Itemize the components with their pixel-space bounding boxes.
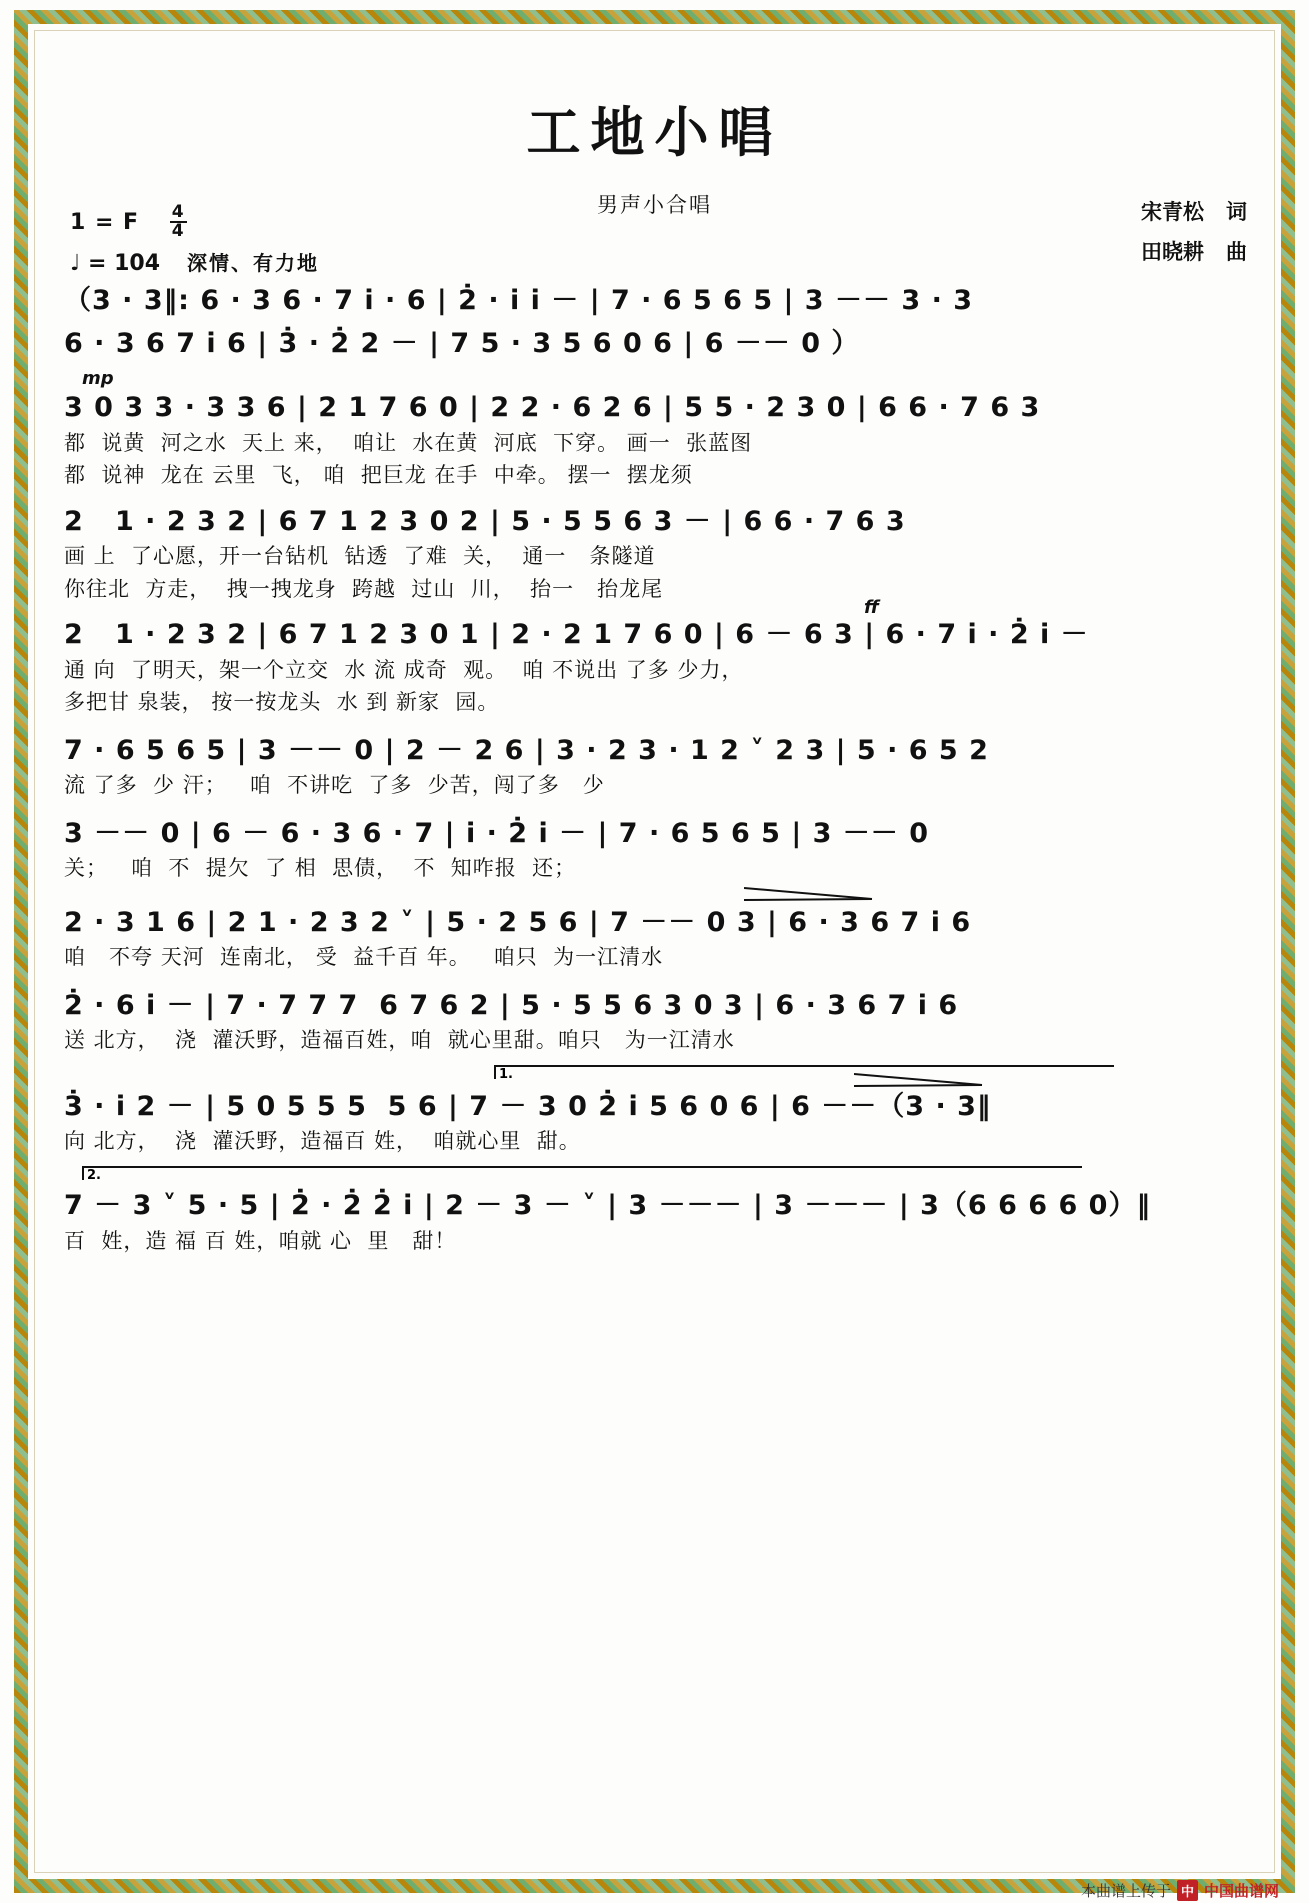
lyrics-verse-1: 流 了多 少 汗； 咱 不讲吃 了多 少苦，闯了多 少	[64, 773, 605, 798]
site-logo-icon: 中	[1177, 1880, 1198, 1901]
tempo-value: ♩ = 104	[70, 251, 161, 276]
dynamic-mp: mp	[82, 368, 114, 389]
page-title: 工地小唱	[526, 101, 783, 164]
lyrics-verse-1: 百 姓，造 福 百 姓，咱就 心 里 甜！	[64, 1228, 457, 1253]
tempo-marking	[70, 247, 319, 276]
score-line	[64, 502, 1245, 606]
score-line	[64, 281, 1245, 322]
music-staff	[46, 281, 1263, 1257]
key-signature	[70, 202, 187, 241]
composer-line	[1141, 233, 1247, 273]
footer-text: 本曲谱上传于	[1080, 1882, 1171, 1900]
composer-role: 曲	[1226, 239, 1247, 264]
score-metadata	[46, 185, 1263, 277]
lyrics-verse-1: 画 上 了心愿，开一台钻机 钻透 了难 关， 通一 条隧道	[64, 544, 656, 569]
notation-row: 3 0 3 3 · 3 3 6 | 2 1 7 6 0 | 2 2 · 6 2 6 | 5 5 · 2 3 0 | 6 6 · 7 6 3	[64, 392, 1041, 423]
notation-row: 3 －－ 0 | 6 － 6 · 3 6 · 7 | i · 2̇ i － | 7 · 6 5 6 5 | 3 －－ 0	[64, 817, 929, 849]
score-line	[64, 597, 1245, 719]
diminuendo-hairpin	[744, 887, 874, 901]
lyrics-verse-1: 都 说黄 河之水 天上 来， 咱让 水在黄 河底 下穿。 画一 张蓝图	[64, 430, 753, 455]
notation-row: （3 · 3‖: 6 · 3 6 · 7 i · 6 | 2̇ · i i － | 7 · 6 5 6 5 | 3 －－ 3 · 3	[64, 285, 974, 316]
lyrics-verse-1: 关； 咱 不 提欠 了 相 思债， 不 知咋报 还；	[64, 856, 577, 881]
notation-row: 2 1 · 2 3 2 | 6 7 1 2 3 0 1 | 2 · 2 1 7 6 0 | 6 － 6 3 | 6 · 7 i · 2̇ i －	[64, 619, 1089, 651]
second-ending-bracket: 2.	[82, 1166, 1082, 1180]
lyricist-name: 宋青松	[1141, 200, 1204, 224]
credits	[1141, 193, 1247, 273]
score-line	[64, 986, 1245, 1057]
subtitle: 男声小合唱	[597, 193, 712, 217]
score-line	[64, 731, 1245, 802]
diminuendo-hairpin-2	[854, 1073, 984, 1087]
lyrics-verse-2: 你往北 方走， 拽一拽龙身 跨越 过山 川， 抬一 抬龙尾	[64, 576, 664, 601]
lyrics-verse-1: 送 北方， 浇 灌沃野，造福百姓，咱 就心里甜。咱只 为一江清水	[64, 1028, 735, 1053]
score-line	[64, 324, 1245, 365]
notation-row: 2 1 · 2 3 2 | 6 7 1 2 3 0 2 | 5 · 5 5 6 3 － | 6 6 · 7 6 3	[64, 505, 906, 537]
notation-row: 6 · 3 6 7 i 6 | 3̇ · 2̇ 2 － | 7 5 · 3 5 6 0 6 | 6 －－ 0 ）	[64, 327, 860, 359]
notation-row: 7 · 6 5 6 5 | 3 －－ 0 | 2 － 2 6 | 3 · 2 3 · 1 2 ˅ 2 3 | 5 · 6 5 2	[64, 734, 989, 766]
notation-row: 2̇ · 6 i － | 7 · 7 7 7 6 7 6 2 | 5 · 5 5 6 3 0 3 | 6 · 3 6 7 i 6	[64, 989, 959, 1021]
site-name: 中国曲谱网	[1203, 1882, 1279, 1900]
key-signature-label: 1 = F	[70, 210, 140, 235]
lyrics-verse-1: 通 向 了明天，架一个立交 水 流 成奇 观。 咱 不说出 了多 少力，	[64, 657, 744, 682]
score-line	[64, 1066, 1245, 1158]
first-ending-bracket: 1.	[494, 1065, 1114, 1079]
score-line	[64, 368, 1245, 492]
mood-marking: 深情、有力地	[187, 251, 320, 275]
score-line	[64, 1168, 1245, 1257]
time-signature-denominator: 4	[171, 221, 185, 241]
lyrics-verse-1: 咱 不夸 天河 连南北， 受 益千百 年。 咱只 为一江清水	[64, 945, 664, 970]
lyrics-verse-2: 多把甘 泉装， 按一按龙头 水 到 新家 园。	[64, 690, 500, 715]
notation-row: 7 － 3 ˅ 5 · 5 | 2̇ · 2̇ 2̇ i | 2 － 3 － ˅ | 3 －－－ | 3 －－－ | 3（6 6 6 6 0）‖	[64, 1190, 1151, 1222]
composer-name: 田晓耕	[1141, 239, 1204, 264]
lyricist-role: 词	[1226, 200, 1247, 224]
dynamic-ff: ff	[864, 597, 879, 619]
score-line	[64, 903, 1245, 974]
score-line	[64, 814, 1245, 885]
lyrics-verse-1: 向 北方， 浇 灌沃野，造福百 姓， 咱就心里 甜。	[64, 1129, 581, 1154]
lyricist-line	[1141, 193, 1247, 233]
time-signature	[170, 204, 187, 240]
notation-row: 3̇ · i 2 － | 5 0 5 5 5 5 6 | 7 － 3 0 2̇ i 5 6 0 6 | 6 －－（3 · 3‖	[64, 1090, 992, 1122]
sheet-content	[46, 42, 1263, 1861]
time-signature-numerator: 4	[171, 202, 185, 222]
notation-row: 2 · 3 1 6 | 2 1 · 2 3 2 ˅ | 5 · 2 5 6 | 7 －－ 0 3 | 6 · 3 6 7 i 6	[64, 906, 972, 938]
lyrics-verse-2: 都 说神 龙在 云里 飞， 咱 把巨龙 在手 中牵。 摆一 摆龙须	[64, 463, 693, 488]
footer-watermark	[1081, 1880, 1279, 1901]
